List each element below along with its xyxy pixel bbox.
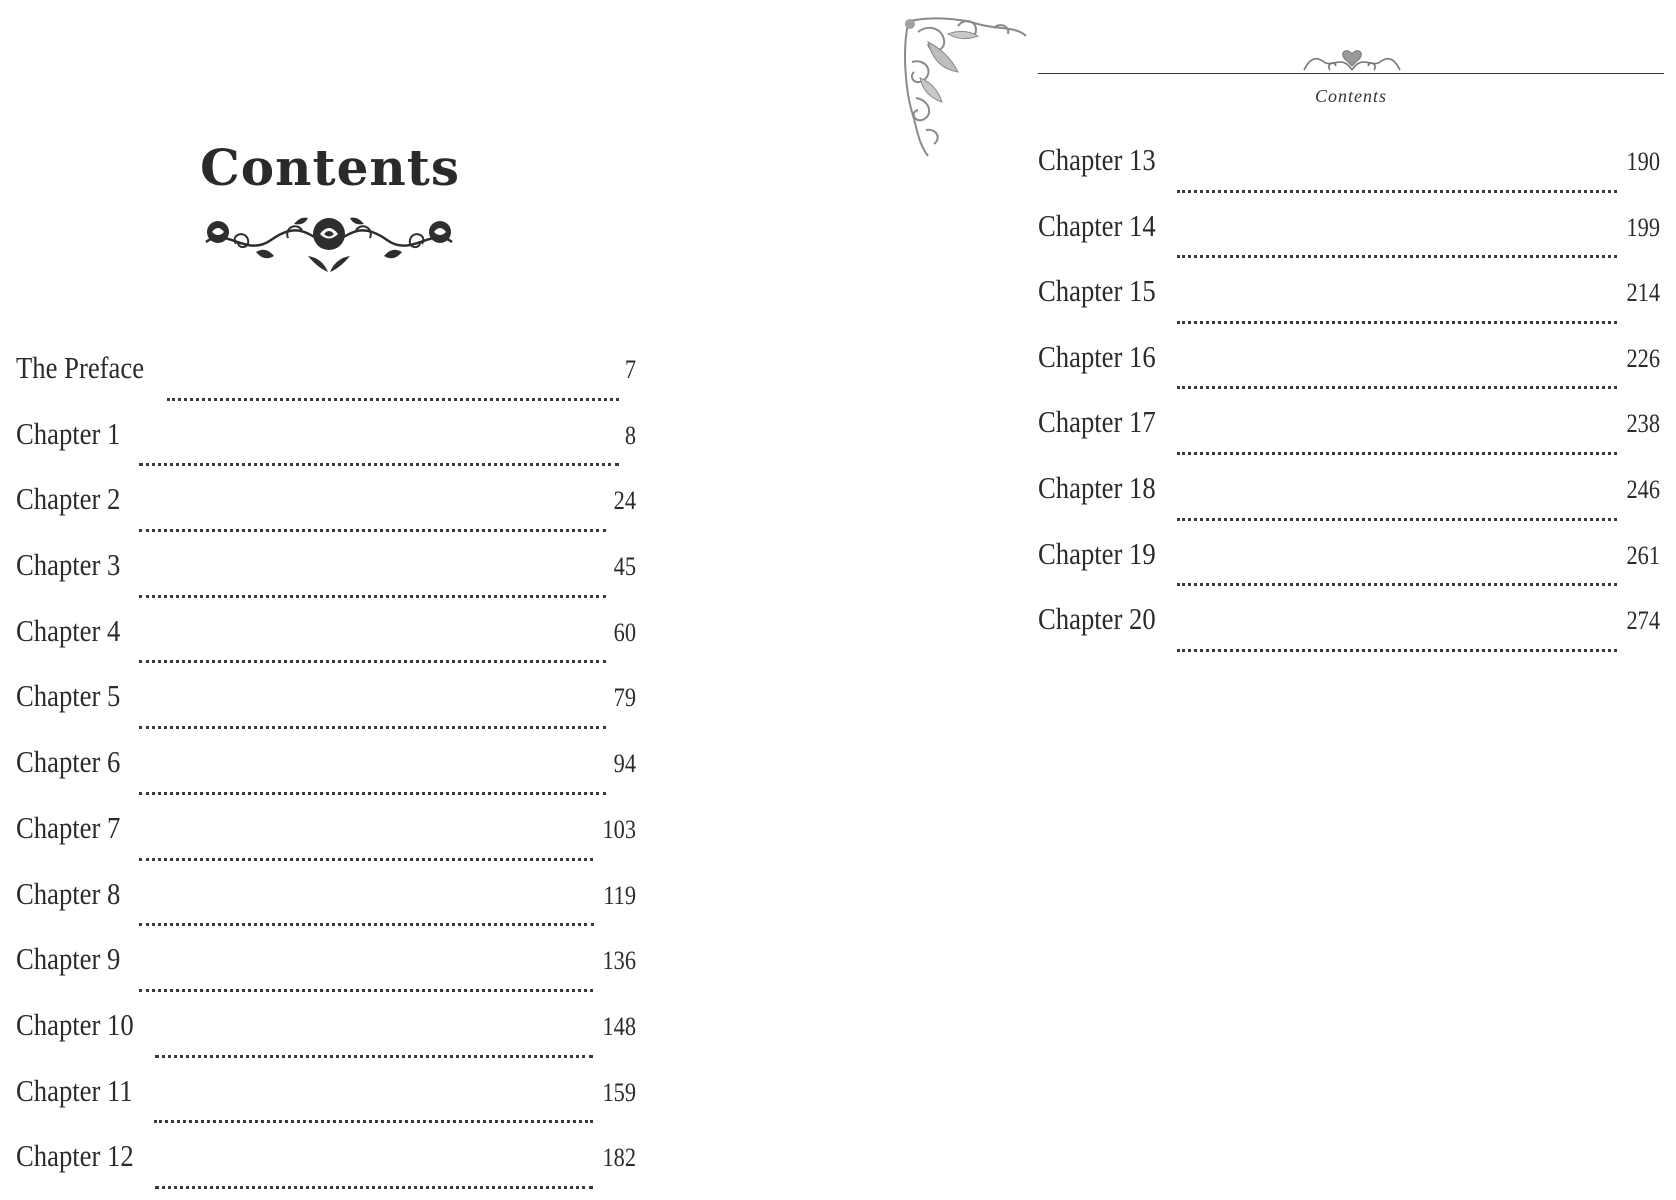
dot-leader <box>139 923 594 926</box>
toc-entry-title: Chapter 11 <box>16 1072 133 1108</box>
toc-entry-title: The Preface <box>16 350 145 385</box>
dot-leader <box>155 1186 593 1189</box>
toc-entry[interactable] <box>1038 400 1660 466</box>
toc-entry-page: 60 <box>613 617 636 647</box>
dot-leader <box>1177 386 1617 389</box>
toc-list-right <box>1038 138 1660 663</box>
dot-leader <box>1177 583 1617 586</box>
toc-list-left <box>16 346 636 1200</box>
toc-entry[interactable] <box>16 346 636 412</box>
toc-entry[interactable] <box>16 872 636 938</box>
toc-entry-title: Chapter 19 <box>1038 535 1156 571</box>
toc-entry-page: 246 <box>1626 474 1660 504</box>
toc-entry-page: 94 <box>613 749 636 779</box>
toc-entry[interactable] <box>1038 138 1660 204</box>
toc-entry[interactable] <box>16 1134 636 1200</box>
toc-entry[interactable] <box>16 412 636 478</box>
running-head: Contents <box>1314 86 1387 106</box>
toc-entry[interactable] <box>16 1003 636 1069</box>
toc-entry-page: 261 <box>1626 540 1660 570</box>
toc-entry[interactable] <box>16 543 636 609</box>
toc-entry-title: Chapter 3 <box>16 547 121 583</box>
toc-entry[interactable] <box>1038 532 1660 598</box>
left-page <box>0 0 838 1188</box>
toc-entry[interactable] <box>16 674 636 740</box>
toc-entry[interactable] <box>16 937 636 1003</box>
toc-entry-title: Chapter 6 <box>16 744 121 780</box>
toc-entry[interactable] <box>1038 597 1660 663</box>
toc-entry-page: 148 <box>602 1011 636 1041</box>
toc-entry-page: 24 <box>613 486 636 516</box>
toc-entry-title: Chapter 14 <box>1038 207 1156 243</box>
toc-entry-page: 199 <box>1626 212 1660 242</box>
baroque-corner-flourish-icon <box>898 12 1032 160</box>
toc-entry-page: 159 <box>602 1077 636 1107</box>
toc-entry[interactable] <box>1038 204 1660 270</box>
toc-entry-title: Chapter 4 <box>16 612 121 648</box>
dot-leader <box>139 989 593 992</box>
dot-leader <box>139 595 606 598</box>
page-title: Contents <box>199 138 460 197</box>
dot-leader <box>1177 452 1617 455</box>
toc-entry-page: 136 <box>602 946 636 976</box>
dot-leader <box>139 463 619 466</box>
toc-entry[interactable] <box>16 477 636 543</box>
dot-leader <box>139 529 606 532</box>
toc-entry-page: 7 <box>624 355 636 384</box>
toc-entry-page: 238 <box>1626 409 1660 439</box>
toc-entry-page: 190 <box>1626 147 1660 176</box>
toc-entry-title: Chapter 16 <box>1038 338 1156 374</box>
toc-entry-title: Chapter 12 <box>16 1138 134 1174</box>
toc-entry-page: 45 <box>613 552 636 582</box>
dot-leader <box>1177 518 1617 521</box>
dot-leader <box>1177 321 1617 324</box>
toc-entry-title: Chapter 10 <box>16 1006 134 1042</box>
toc-entry[interactable] <box>16 740 636 806</box>
toc-entry-title: Chapter 8 <box>16 875 121 911</box>
toc-entry-title: Chapter 9 <box>16 941 121 977</box>
toc-entry-page: 119 <box>603 880 636 910</box>
toc-entry-page: 103 <box>602 814 636 844</box>
toc-entry[interactable] <box>16 609 636 675</box>
small-scroll-ornament-icon <box>1302 44 1402 76</box>
dot-leader <box>139 792 606 795</box>
toc-entry[interactable] <box>1038 269 1660 335</box>
toc-entry-title: Chapter 5 <box>16 678 121 714</box>
toc-entry[interactable] <box>16 806 636 872</box>
rose-vine-ornament-icon <box>196 212 462 278</box>
toc-entry-page: 226 <box>1626 343 1660 373</box>
dot-leader <box>1177 649 1617 652</box>
toc-entry-title: Chapter 17 <box>1038 404 1156 440</box>
dot-leader <box>154 1120 593 1123</box>
toc-entry[interactable] <box>16 1069 636 1135</box>
toc-entry-page: 214 <box>1626 278 1660 308</box>
toc-entry[interactable] <box>1038 466 1660 532</box>
toc-entry-page: 274 <box>1626 606 1660 636</box>
toc-entry-title: Chapter 20 <box>1038 601 1156 637</box>
toc-entry-page: 8 <box>624 420 636 450</box>
dot-leader <box>1177 190 1617 193</box>
dot-leader <box>139 726 606 729</box>
toc-entry-page: 79 <box>613 683 636 713</box>
dot-leader <box>155 1055 593 1058</box>
dot-leader <box>167 398 619 401</box>
toc-entry-page: 182 <box>602 1143 636 1173</box>
toc-entry-title: Chapter 13 <box>1038 142 1156 177</box>
dot-leader <box>139 660 606 663</box>
toc-entry-title: Chapter 1 <box>16 415 121 451</box>
toc-entry-title: Chapter 2 <box>16 481 121 517</box>
dot-leader <box>1177 255 1617 258</box>
toc-entry-title: Chapter 18 <box>1038 469 1156 505</box>
toc-entry-title: Chapter 7 <box>16 809 121 845</box>
toc-entry[interactable] <box>1038 335 1660 401</box>
dot-leader <box>139 858 593 861</box>
toc-entry-title: Chapter 15 <box>1038 273 1156 309</box>
